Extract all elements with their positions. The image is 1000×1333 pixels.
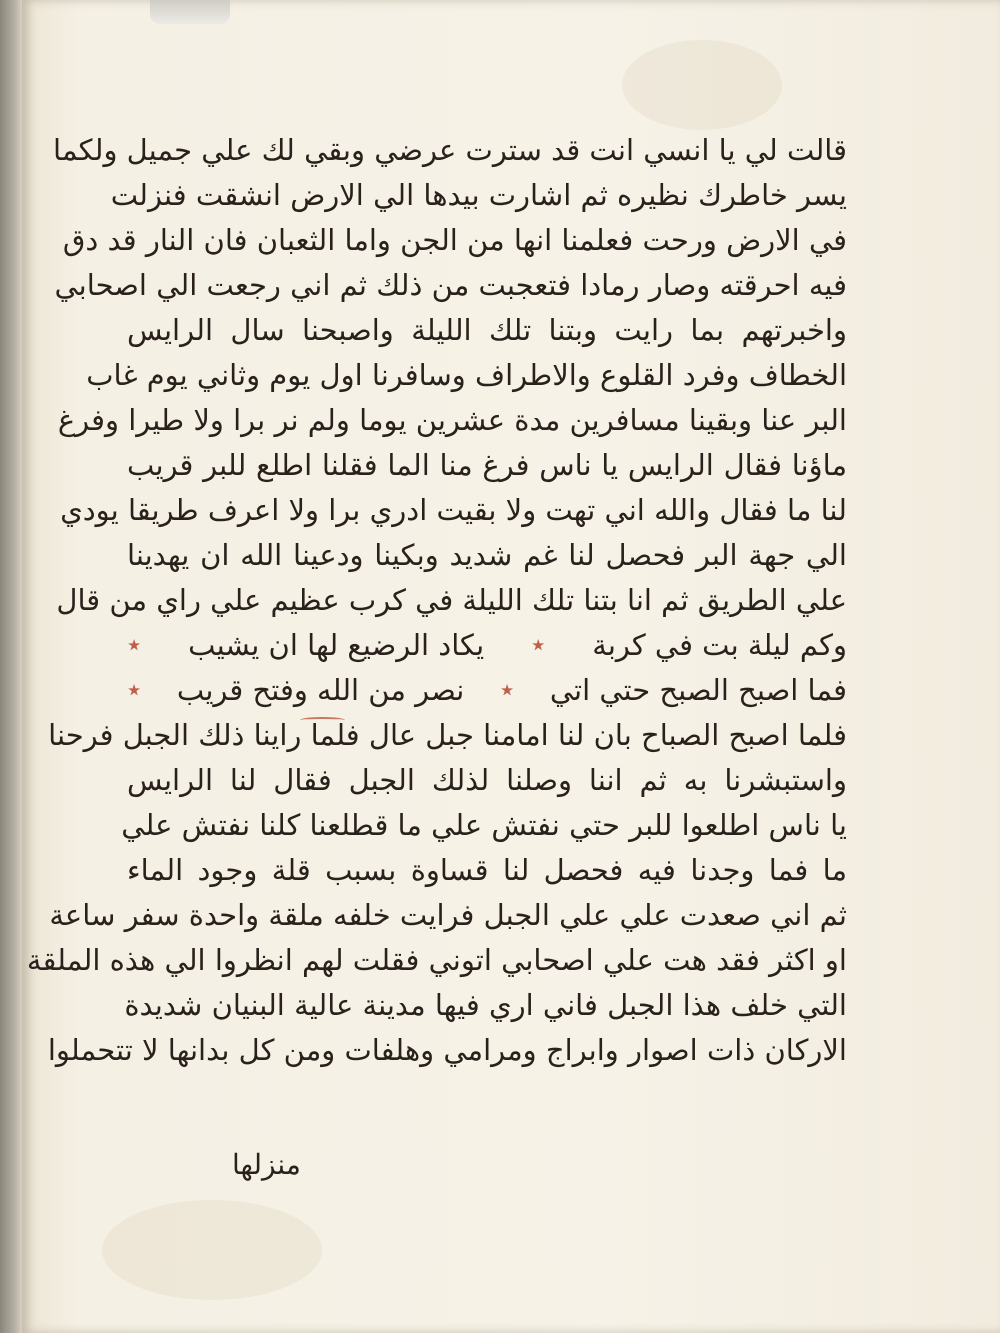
text-line: فيه احرقته وصار رمادا فتعجبت من ذلك ثم اني رجعت الي اصحابي xyxy=(54,268,847,302)
text-line: ماؤنا فقال الرايس يا ناس فرغ منا الما فقلنا اطلع للبر قريب xyxy=(127,448,847,482)
verse-end-mark: ٭ xyxy=(127,675,142,705)
verse-separator-mark: ٭ xyxy=(531,630,546,660)
manuscript-page xyxy=(22,0,1000,1333)
verse-line xyxy=(127,623,847,668)
paper-stain xyxy=(622,40,782,130)
verse-separator-mark: ٭ xyxy=(500,675,515,705)
manuscript-text-block xyxy=(26,128,847,1073)
text-line: او اكثر فقد هت علي اصحابي اتوني فقلت لهم انظروا الي هذه الملقة xyxy=(26,943,847,977)
text-line: التي خلف هذا الجبل فاني اري فيها مدينة عالية البنيان شديدة xyxy=(124,988,847,1022)
text-line: لنا ما فقال والله اني تهت ولا بقيت ادري برا ولا اعرف طريقا يودي xyxy=(60,493,847,527)
verse-hemistich-right: فما اصبح الصبح حتي اتي xyxy=(549,673,847,707)
verse-hemistich-left: يكاد الرضيع لها ان يشيب xyxy=(188,628,485,662)
text-line: فلما اصبح الصباح بان لنا امامنا جبل عال فلما راينا ذلك الجبل فرحنا xyxy=(48,718,847,752)
verse-hemistich-left: نصر من الله وفتح قريب xyxy=(176,673,465,707)
text-line: واخبرتهم بما رايت وبتنا تلك الليلة واصبحنا سال الرايس xyxy=(127,313,847,347)
page-clip xyxy=(150,0,230,24)
verse-hemistich-right: وكم ليلة بت في كربة xyxy=(592,628,847,662)
binding-edge xyxy=(0,0,22,1333)
text-line: علي الطريق ثم انا بتنا تلك الليلة في كرب عظيم علي راي من قال xyxy=(56,583,847,617)
text-line: قالت لي يا انسي انت قد سترت عرضي وبقي لك علي جميل ولكما xyxy=(53,133,847,167)
catchword: منزلها xyxy=(232,1148,301,1181)
verse-end-mark: ٭ xyxy=(127,630,142,660)
text-line: واستبشرنا به ثم اننا وصلنا لذلك الجبل فقال لنا الرايس xyxy=(127,763,847,797)
paper-stain xyxy=(102,1200,322,1300)
text-line: الخطاف وفرد القلوع والاطراف وسافرنا اول يوم وثاني يوم غاب xyxy=(86,358,847,392)
text-line: البر عنا وبقينا مسافرين مدة عشرين يوما ولم نر برا ولا طيرا وفرغ xyxy=(57,403,847,437)
verse-line xyxy=(127,668,847,713)
rubric-overline xyxy=(300,717,345,723)
text-line: ثم اني صعدت علي علي الجبل فرايت خلفه ملقة واحدة سفر ساعة xyxy=(49,898,847,932)
text-line: الاركان ذات اصوار وابراج ومرامي وهلفات ومن كل بدانها لا تتحملوا xyxy=(47,1033,847,1067)
text-line: يسر خاطرك نظيره ثم اشارت بيدها الي الارض انشقت فنزلت xyxy=(110,178,847,212)
text-line: الي جهة البر فحصل لنا غم شديد وبكينا ودعينا الله ان يهدينا xyxy=(127,538,847,572)
text-line: ما فما وجدنا فيه فحصل لنا قساوة بسبب قلة وجود الماء xyxy=(127,853,847,887)
text-line: في الارض ورحت فعلمنا انها من الجن واما الثعبان فان النار قد دق xyxy=(62,223,847,257)
text-line: يا ناس اطلعوا للبر حتي نفتش علي ما قطلعنا كلنا نفتش علي xyxy=(121,808,847,842)
